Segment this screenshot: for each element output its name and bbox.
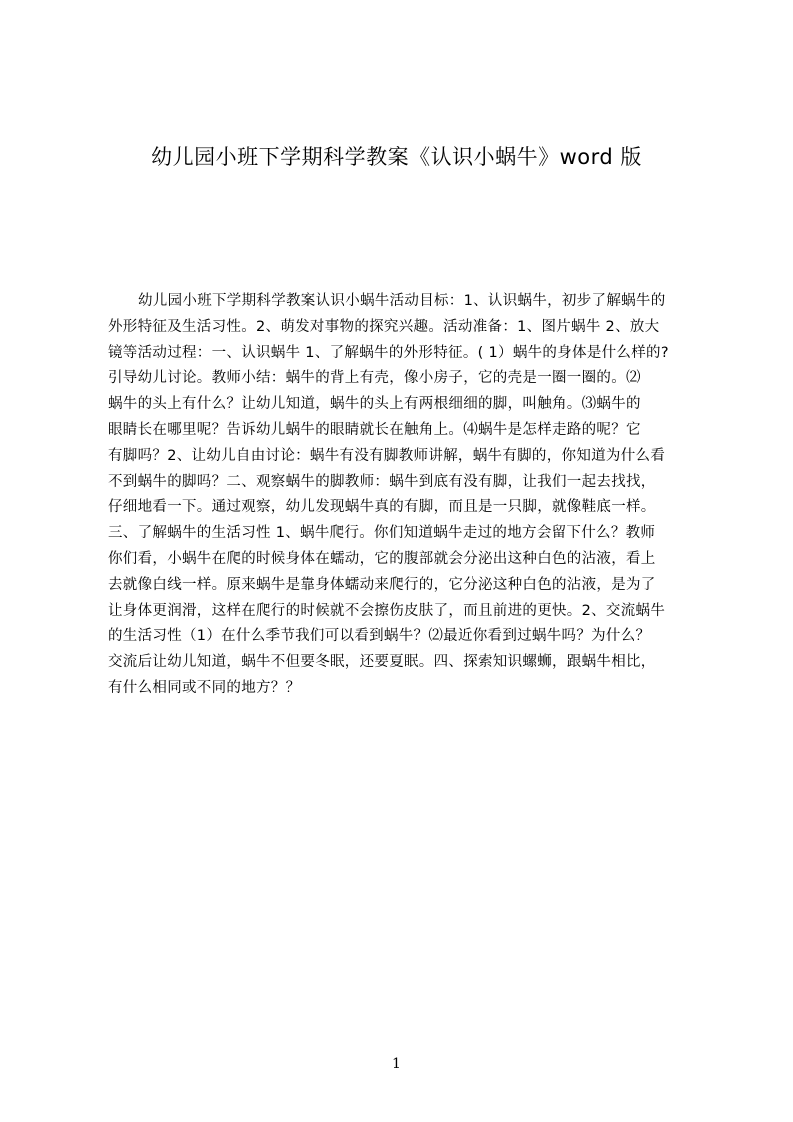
body-line: 仔细地看一下。通过观察，幼儿发现蜗牛真的有脚，而且是一只脚，就像鞋底一样。 [108,499,656,516]
body-line: 引导幼儿讨论。教师小结：蜗牛的背上有壳，像小房子，它的壳是一圈一圈的。⑵ [108,370,641,387]
body-line: 外形特征及生活习性。2、萌发对事物的探究兴趣。活动准备：1、图片蜗牛 2、放大 [108,318,660,335]
body-line: 镜等活动过程：一、认识蜗牛 1、了解蜗牛的外形特征。( 1）蜗牛的身体是什么样的? [108,344,669,361]
page-number: 1 [392,1056,401,1072]
document-body [108,289,698,719]
document-title: 幼儿园小班下学期科学教案《认识小蜗牛》word 版 [151,145,642,169]
body-line: 蜗牛的头上有什么？让幼儿知道，蜗牛的头上有两根细细的脚，叫触角。⑶蜗牛的 [108,396,641,413]
body-line: 三、了解蜗牛的生活习性 1、蜗牛爬行。你们知道蜗牛走过的地方会留下什么？教师 [108,525,656,542]
body-line: 眼睛长在哪里呢？告诉幼儿蜗牛的眼睛就长在触角上。⑷蜗牛是怎样走路的呢？它 [108,421,641,438]
body-line: 有脚吗？2、让幼儿自由讨论：蜗牛有没有脚教师讲解，蜗牛有脚的，你知道为什么看 [108,447,666,464]
body-line: 的生活习性（1）在什么季节我们可以看到蜗牛？⑵最近你看到过蜗牛吗？为什么？ [108,628,651,645]
body-line: 不到蜗牛的脚吗？二、观察蜗牛的脚教师：蜗牛到底有没有脚，让我们一起去找找， [108,473,656,490]
body-line: 你们看，小蜗牛在爬的时候身体在蠕动，它的腹部就会分泌出这种白色的沾液，看上 [108,550,656,567]
body-line: 有什么相同或不同的地方？？ [108,679,301,696]
body-line: 去就像白线一样。原来蜗牛是靠身体蠕动来爬行的，它分泌这种白色的沾液，是为了 [108,576,656,593]
body-line: 让身体更润滑，这样在爬行的时候就不会擦伤皮肤了，而且前进的更快。2、交流蜗牛 [108,602,666,619]
body-line: 交流后让幼儿知道，蜗牛不但要冬眠，还要夏眠。四、探索知识螺蛳，跟蜗牛相比， [108,654,656,671]
body-line: 幼儿园小班下学期科学教案认识小蜗牛活动目标：1、认识蜗牛，初步了解蜗牛的 [138,293,666,309]
